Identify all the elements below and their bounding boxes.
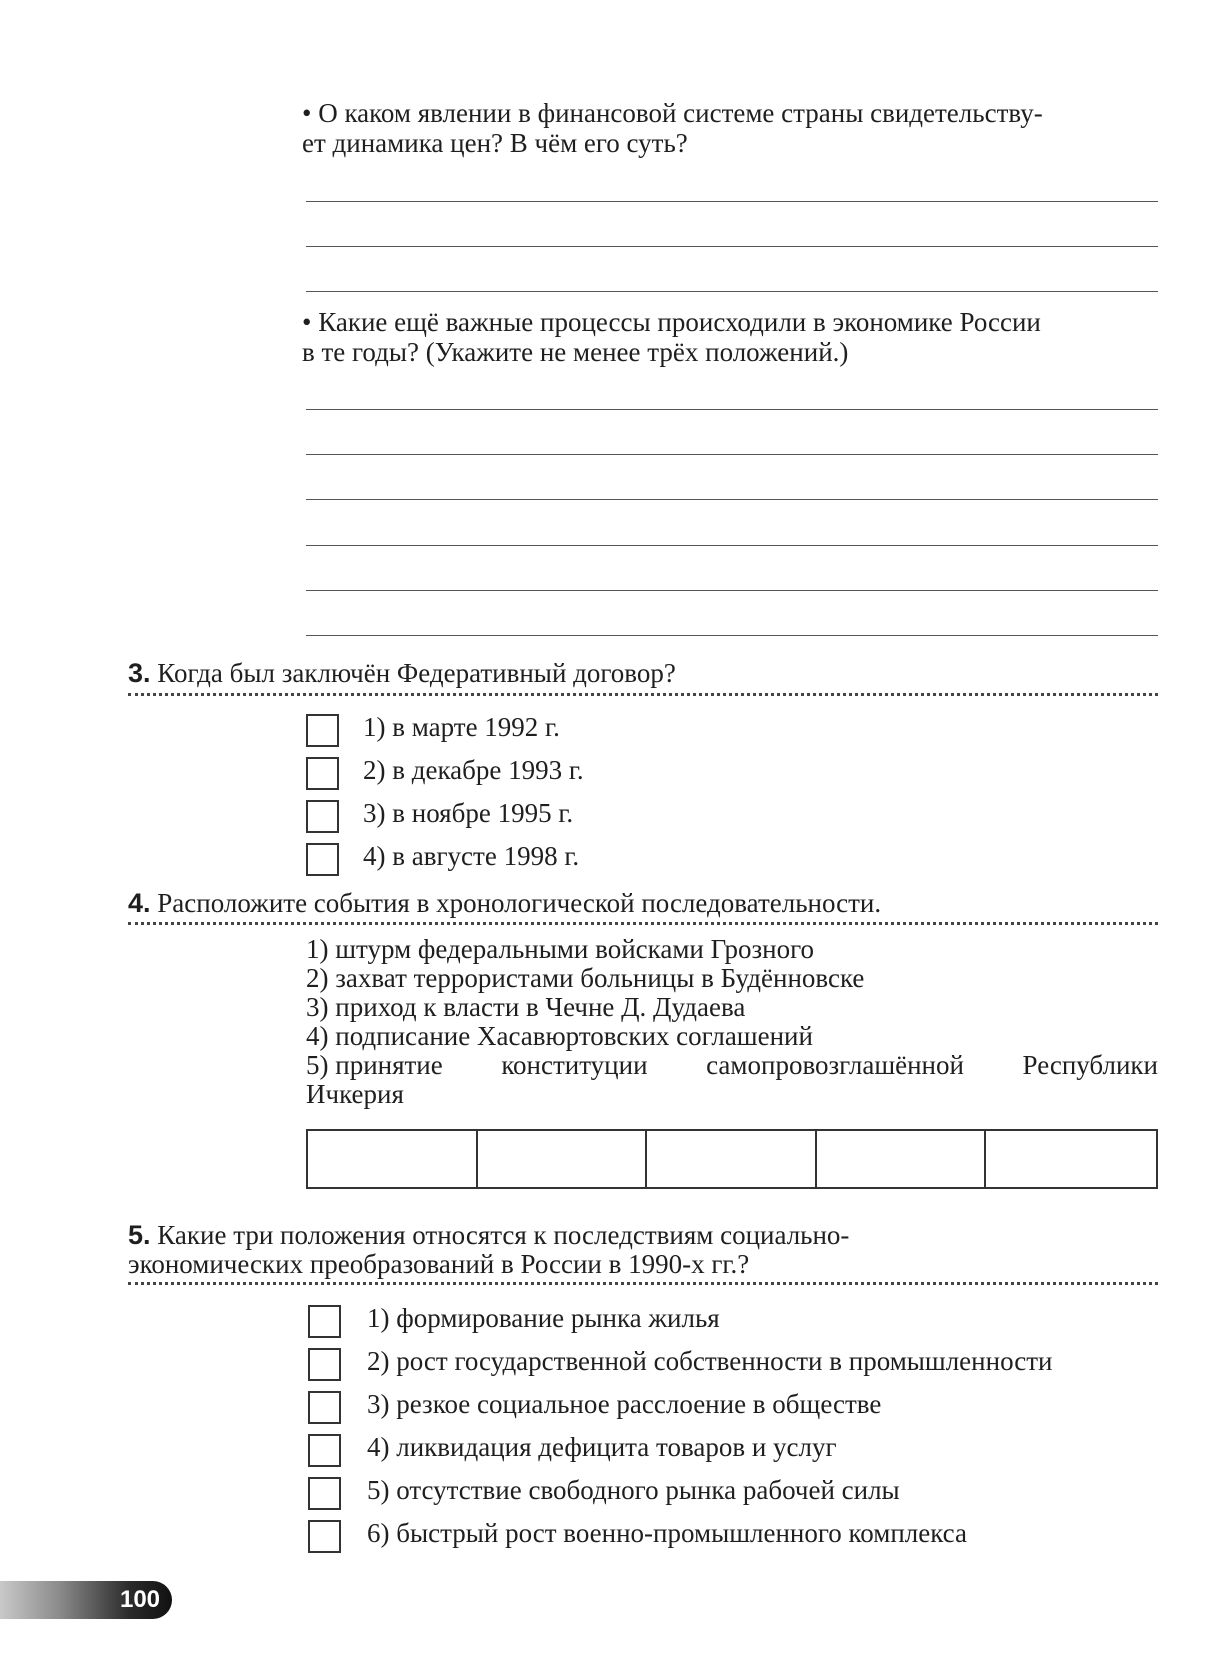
answer-line[interactable] xyxy=(306,499,1158,500)
page-number: 100 xyxy=(119,1586,161,1613)
q5-option-5: 5) отсутствие свободного рынка рабочей силы xyxy=(367,1475,900,1505)
question-5-text-line2: экономических преобразований в России в 1990-х гг.? xyxy=(128,1249,750,1279)
question-5-number: 5. xyxy=(128,1220,151,1250)
event-item-3: 3) приход к власти в Чечне Д. Дудаева xyxy=(306,992,746,1022)
question-3-heading xyxy=(128,658,676,688)
q5-option-4: 4) ликвидация дефицита товаров и услуг xyxy=(367,1432,837,1462)
question-5-line1 xyxy=(128,1221,983,1250)
answer-line[interactable] xyxy=(306,590,1158,591)
question-5-heading xyxy=(128,1221,1158,1279)
answer-checkbox-q5-3[interactable] xyxy=(308,1391,341,1424)
sequence-answer-cell[interactable] xyxy=(647,1131,817,1187)
q5-option-3: 3) резкое социальное расслоение в обществе xyxy=(367,1389,882,1419)
q5-option-2: 2) рост государственной собственности в промышленности xyxy=(367,1346,1053,1376)
sequence-answer-cell[interactable] xyxy=(308,1131,478,1187)
event-item-5-word: самопровозглашённой xyxy=(706,1050,964,1080)
question-5-line1-text xyxy=(128,1221,849,1250)
question-3-text: Когда был заключён Федеративный договор? xyxy=(157,658,676,688)
answer-checkbox-q3-2[interactable] xyxy=(306,757,339,790)
question-4-heading xyxy=(128,888,881,918)
answer-line[interactable] xyxy=(306,635,1158,636)
answer-line[interactable] xyxy=(306,201,1158,202)
event-item-5-word: конституции xyxy=(501,1050,648,1080)
bullet-question-1-line2: ет динамика цен? В чём его суть? xyxy=(302,128,688,158)
question-4-number: 4. xyxy=(128,888,151,918)
question-4-text: Расположите события в хронологической последовательности. xyxy=(157,888,882,918)
answer-line[interactable] xyxy=(306,246,1158,247)
answer-checkbox-q3-3[interactable] xyxy=(306,800,339,833)
bullet-question-2-line1: • Какие ещё важные процессы происходили в экономике России xyxy=(302,307,1041,337)
bullet-question-2 xyxy=(302,307,1041,367)
event-item-5 xyxy=(306,1051,1158,1080)
answer-line[interactable] xyxy=(306,291,1158,292)
q3-option-4: 4) в августе 1998 г. xyxy=(363,841,580,871)
answer-checkbox-q3-1[interactable] xyxy=(306,714,339,747)
sequence-answer-grid xyxy=(306,1129,1158,1189)
q5-option-6: 6) быстрый рост военно-промышленного комплекса xyxy=(367,1518,967,1548)
q3-option-3: 3) в ноябре 1995 г. xyxy=(363,798,574,828)
answer-checkbox-q5-4[interactable] xyxy=(308,1434,341,1467)
event-item-2: 2) захват террористами больницы в Будённовске xyxy=(306,963,865,993)
answer-line[interactable] xyxy=(306,454,1158,455)
event-item-5-continuation: Ичкерия xyxy=(306,1079,404,1109)
event-item-1: 1) штурм федеральными войсками Грозного xyxy=(306,934,815,964)
q3-option-2: 2) в декабре 1993 г. xyxy=(363,755,584,785)
answer-checkbox-q5-2[interactable] xyxy=(308,1348,341,1381)
q3-option-1: 1) в марте 1992 г. xyxy=(363,712,560,742)
answer-checkbox-q3-4[interactable] xyxy=(306,843,339,876)
answer-checkbox-q5-1[interactable] xyxy=(308,1305,341,1338)
dotted-divider xyxy=(128,1282,1158,1285)
bullet-question-1 xyxy=(302,98,1043,158)
bullet-question-1-line1: • О каком явлении в финансовой системе страны свидетельству- xyxy=(302,98,1043,128)
sequence-answer-cell[interactable] xyxy=(986,1131,1156,1187)
answer-line[interactable] xyxy=(306,409,1158,410)
question-3-number: 3. xyxy=(128,658,151,688)
q5-option-1: 1) формирование рынка жилья xyxy=(367,1303,720,1333)
dotted-divider xyxy=(128,922,1158,925)
answer-line[interactable] xyxy=(306,545,1158,546)
event-item-5-word: 5) принятие xyxy=(306,1050,443,1080)
answer-checkbox-q5-6[interactable] xyxy=(308,1520,341,1553)
answer-checkbox-q5-5[interactable] xyxy=(308,1477,341,1510)
sequence-answer-cell[interactable] xyxy=(478,1131,648,1187)
event-item-4: 4) подписание Хасавюртовских соглашений xyxy=(306,1021,813,1051)
event-item-5-word: Республики xyxy=(1022,1050,1158,1080)
events-list xyxy=(306,935,1158,1109)
question-5-text-line1: Какие три положения относятся к последствиям социально- xyxy=(157,1220,850,1250)
dotted-divider xyxy=(128,693,1158,696)
bullet-question-2-line2: в те годы? (Укажите не менее трёх положений.) xyxy=(302,337,849,367)
sequence-answer-cell[interactable] xyxy=(817,1131,987,1187)
